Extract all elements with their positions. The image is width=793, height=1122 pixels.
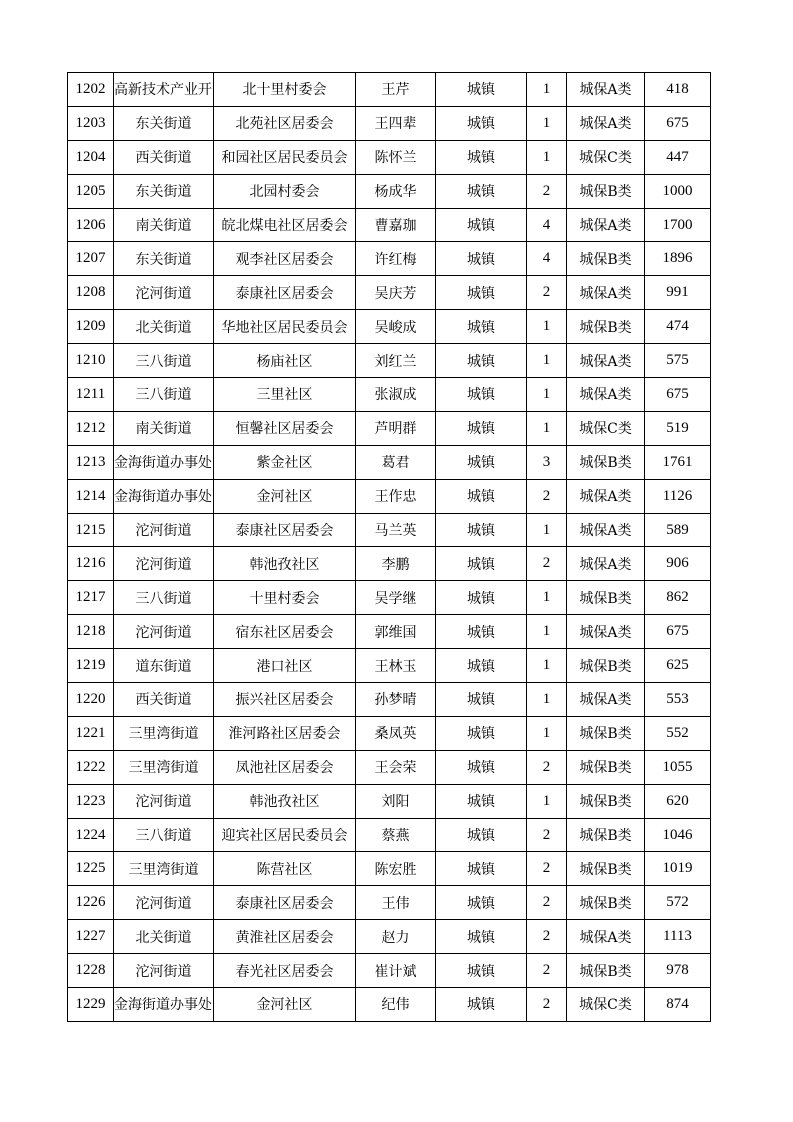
insurance-category-cell: 城保A类 — [567, 106, 645, 140]
community-cell: 金河社区 — [214, 479, 356, 513]
table-row — [68, 920, 711, 954]
amount-cell: 906 — [645, 547, 711, 581]
person-name-cell: 吴庆芳 — [356, 276, 436, 310]
table-row — [68, 716, 711, 750]
table-row — [68, 208, 711, 242]
row-number-cell: 1222 — [68, 750, 114, 784]
amount-cell: 1046 — [645, 818, 711, 852]
household-type-cell: 城镇 — [436, 310, 527, 344]
amount-cell: 978 — [645, 954, 711, 988]
street-cell: 高新技术产业开 — [114, 73, 214, 107]
row-number-cell: 1227 — [68, 920, 114, 954]
person-name-cell: 崔计斌 — [356, 954, 436, 988]
street-cell: 金海街道办事处 — [114, 988, 214, 1022]
community-cell: 迎宾社区居民委员会 — [214, 818, 356, 852]
community-cell: 杨庙社区 — [214, 344, 356, 378]
person-name-cell: 王芹 — [356, 73, 436, 107]
household-count-cell: 1 — [527, 140, 567, 174]
person-name-cell: 李鹏 — [356, 547, 436, 581]
table-row — [68, 140, 711, 174]
community-cell: 陈营社区 — [214, 852, 356, 886]
community-cell: 十里村委会 — [214, 581, 356, 615]
household-count-cell: 1 — [527, 581, 567, 615]
table-row — [68, 174, 711, 208]
person-name-cell: 芦明群 — [356, 411, 436, 445]
street-cell: 南关街道 — [114, 411, 214, 445]
row-number-cell: 1226 — [68, 886, 114, 920]
amount-cell: 474 — [645, 310, 711, 344]
street-cell: 沱河街道 — [114, 276, 214, 310]
row-number-cell: 1218 — [68, 615, 114, 649]
household-type-cell: 城镇 — [436, 411, 527, 445]
household-count-cell: 1 — [527, 106, 567, 140]
person-name-cell: 刘红兰 — [356, 344, 436, 378]
insurance-category-cell: 城保A类 — [567, 276, 645, 310]
household-count-cell: 2 — [527, 818, 567, 852]
community-cell: 振兴社区居委会 — [214, 683, 356, 717]
amount-cell: 447 — [645, 140, 711, 174]
street-cell: 北关街道 — [114, 310, 214, 344]
amount-cell: 991 — [645, 276, 711, 310]
household-count-cell: 4 — [527, 208, 567, 242]
insurance-category-cell: 城保A类 — [567, 73, 645, 107]
community-cell: 黄淮社区居委会 — [214, 920, 356, 954]
row-number-cell: 1202 — [68, 73, 114, 107]
household-count-cell: 2 — [527, 920, 567, 954]
community-cell: 华地社区居民委员会 — [214, 310, 356, 344]
row-number-cell: 1219 — [68, 649, 114, 683]
community-cell: 北园村委会 — [214, 174, 356, 208]
community-cell: 北十里村委会 — [214, 73, 356, 107]
person-name-cell: 王伟 — [356, 886, 436, 920]
community-cell: 和园社区居民委员会 — [214, 140, 356, 174]
insurance-category-cell: 城保A类 — [567, 547, 645, 581]
household-count-cell: 2 — [527, 479, 567, 513]
household-type-cell: 城镇 — [436, 513, 527, 547]
table-row — [68, 479, 711, 513]
person-name-cell: 陈怀兰 — [356, 140, 436, 174]
insurance-category-cell: 城保A类 — [567, 208, 645, 242]
household-count-cell: 3 — [527, 445, 567, 479]
household-type-cell: 城镇 — [436, 750, 527, 784]
street-cell: 三里湾街道 — [114, 716, 214, 750]
household-count-cell: 1 — [527, 378, 567, 412]
person-name-cell: 蔡燕 — [356, 818, 436, 852]
household-count-cell: 2 — [527, 547, 567, 581]
amount-cell: 589 — [645, 513, 711, 547]
household-count-cell: 1 — [527, 310, 567, 344]
amount-cell: 1126 — [645, 479, 711, 513]
household-type-cell: 城镇 — [436, 174, 527, 208]
insurance-category-cell: 城保C类 — [567, 140, 645, 174]
insurance-category-cell: 城保B类 — [567, 310, 645, 344]
insurance-category-cell: 城保B类 — [567, 716, 645, 750]
amount-cell: 1700 — [645, 208, 711, 242]
amount-cell: 675 — [645, 106, 711, 140]
row-number-cell: 1211 — [68, 378, 114, 412]
row-number-cell: 1225 — [68, 852, 114, 886]
insurance-category-cell: 城保A类 — [567, 683, 645, 717]
person-name-cell: 赵力 — [356, 920, 436, 954]
street-cell: 沱河街道 — [114, 547, 214, 581]
insurance-category-cell: 城保B类 — [567, 954, 645, 988]
household-count-cell: 2 — [527, 886, 567, 920]
insurance-category-cell: 城保A类 — [567, 344, 645, 378]
household-count-cell: 1 — [527, 411, 567, 445]
insurance-category-cell: 城保C类 — [567, 988, 645, 1022]
insurance-category-cell: 城保B类 — [567, 750, 645, 784]
row-number-cell: 1209 — [68, 310, 114, 344]
street-cell: 西关街道 — [114, 140, 214, 174]
household-count-cell: 2 — [527, 750, 567, 784]
insurance-category-cell: 城保B类 — [567, 581, 645, 615]
household-type-cell: 城镇 — [436, 208, 527, 242]
street-cell: 三里湾街道 — [114, 852, 214, 886]
person-name-cell: 葛君 — [356, 445, 436, 479]
table-row — [68, 954, 711, 988]
amount-cell: 1000 — [645, 174, 711, 208]
household-type-cell: 城镇 — [436, 920, 527, 954]
table-row — [68, 818, 711, 852]
person-name-cell: 王作忠 — [356, 479, 436, 513]
household-type-cell: 城镇 — [436, 140, 527, 174]
street-cell: 三八街道 — [114, 344, 214, 378]
row-number-cell: 1203 — [68, 106, 114, 140]
table-row — [68, 988, 711, 1022]
household-count-cell: 2 — [527, 276, 567, 310]
row-number-cell: 1206 — [68, 208, 114, 242]
household-type-cell: 城镇 — [436, 106, 527, 140]
household-count-cell: 1 — [527, 683, 567, 717]
street-cell: 西关街道 — [114, 683, 214, 717]
household-count-cell: 4 — [527, 242, 567, 276]
amount-cell: 625 — [645, 649, 711, 683]
street-cell: 三八街道 — [114, 581, 214, 615]
person-name-cell: 桑凤英 — [356, 716, 436, 750]
table-row — [68, 852, 711, 886]
insurance-category-cell: 城保B类 — [567, 649, 645, 683]
table-row — [68, 411, 711, 445]
community-cell: 北苑社区居委会 — [214, 106, 356, 140]
street-cell: 沱河街道 — [114, 886, 214, 920]
insurance-category-cell: 城保B类 — [567, 818, 645, 852]
row-number-cell: 1216 — [68, 547, 114, 581]
street-cell: 东关街道 — [114, 174, 214, 208]
street-cell: 三八街道 — [114, 378, 214, 412]
household-count-cell: 1 — [527, 784, 567, 818]
row-number-cell: 1220 — [68, 683, 114, 717]
table-row — [68, 649, 711, 683]
street-cell: 沱河街道 — [114, 513, 214, 547]
amount-cell: 575 — [645, 344, 711, 378]
community-cell: 泰康社区居委会 — [214, 886, 356, 920]
community-cell: 泰康社区居委会 — [214, 513, 356, 547]
person-name-cell: 曹嘉珈 — [356, 208, 436, 242]
amount-cell: 1055 — [645, 750, 711, 784]
street-cell: 道东街道 — [114, 649, 214, 683]
household-count-cell: 1 — [527, 513, 567, 547]
community-cell: 凤池社区居委会 — [214, 750, 356, 784]
amount-cell: 572 — [645, 886, 711, 920]
community-cell: 韩池孜社区 — [214, 547, 356, 581]
household-type-cell: 城镇 — [436, 954, 527, 988]
table-row — [68, 886, 711, 920]
amount-cell: 1019 — [645, 852, 711, 886]
community-cell: 三里社区 — [214, 378, 356, 412]
street-cell: 三八街道 — [114, 818, 214, 852]
insurance-category-cell: 城保B类 — [567, 784, 645, 818]
benefit-table — [67, 72, 711, 1022]
household-type-cell: 城镇 — [436, 852, 527, 886]
street-cell: 沱河街道 — [114, 615, 214, 649]
amount-cell: 1761 — [645, 445, 711, 479]
table-row — [68, 378, 711, 412]
community-cell: 淮河路社区居委会 — [214, 716, 356, 750]
person-name-cell: 马兰英 — [356, 513, 436, 547]
street-cell: 金海街道办事处 — [114, 479, 214, 513]
table-row — [68, 513, 711, 547]
insurance-category-cell: 城保A类 — [567, 513, 645, 547]
household-type-cell: 城镇 — [436, 716, 527, 750]
household-type-cell: 城镇 — [436, 547, 527, 581]
row-number-cell: 1215 — [68, 513, 114, 547]
household-type-cell: 城镇 — [436, 276, 527, 310]
insurance-category-cell: 城保A类 — [567, 378, 645, 412]
community-cell: 观李社区居委会 — [214, 242, 356, 276]
row-number-cell: 1204 — [68, 140, 114, 174]
row-number-cell: 1224 — [68, 818, 114, 852]
amount-cell: 552 — [645, 716, 711, 750]
household-type-cell: 城镇 — [436, 615, 527, 649]
household-count-cell: 2 — [527, 988, 567, 1022]
amount-cell: 418 — [645, 73, 711, 107]
household-type-cell: 城镇 — [436, 73, 527, 107]
insurance-category-cell: 城保B类 — [567, 242, 645, 276]
community-cell: 韩池孜社区 — [214, 784, 356, 818]
household-type-cell: 城镇 — [436, 649, 527, 683]
insurance-category-cell: 城保B类 — [567, 852, 645, 886]
household-type-cell: 城镇 — [436, 242, 527, 276]
table-body — [68, 73, 711, 1022]
street-cell: 南关街道 — [114, 208, 214, 242]
community-cell: 紫金社区 — [214, 445, 356, 479]
person-name-cell: 王会荣 — [356, 750, 436, 784]
street-cell: 金海街道办事处 — [114, 445, 214, 479]
household-count-cell: 1 — [527, 73, 567, 107]
table-row — [68, 683, 711, 717]
table-row — [68, 344, 711, 378]
amount-cell: 1896 — [645, 242, 711, 276]
community-cell: 港口社区 — [214, 649, 356, 683]
insurance-category-cell: 城保A类 — [567, 920, 645, 954]
row-number-cell: 1217 — [68, 581, 114, 615]
table-row — [68, 276, 711, 310]
row-number-cell: 1213 — [68, 445, 114, 479]
row-number-cell: 1228 — [68, 954, 114, 988]
community-cell: 恒馨社区居委会 — [214, 411, 356, 445]
community-cell: 金河社区 — [214, 988, 356, 1022]
amount-cell: 553 — [645, 683, 711, 717]
person-name-cell: 纪伟 — [356, 988, 436, 1022]
row-number-cell: 1212 — [68, 411, 114, 445]
street-cell: 东关街道 — [114, 106, 214, 140]
amount-cell: 1113 — [645, 920, 711, 954]
amount-cell: 874 — [645, 988, 711, 1022]
table-row — [68, 106, 711, 140]
insurance-category-cell: 城保A类 — [567, 479, 645, 513]
table-row — [68, 310, 711, 344]
person-name-cell: 许红梅 — [356, 242, 436, 276]
row-number-cell: 1208 — [68, 276, 114, 310]
household-count-cell: 1 — [527, 649, 567, 683]
insurance-category-cell: 城保B类 — [567, 445, 645, 479]
household-type-cell: 城镇 — [436, 818, 527, 852]
table-row — [68, 242, 711, 276]
person-name-cell: 孙梦晴 — [356, 683, 436, 717]
household-count-cell: 2 — [527, 174, 567, 208]
household-type-cell: 城镇 — [436, 581, 527, 615]
row-number-cell: 1229 — [68, 988, 114, 1022]
person-name-cell: 吴峻成 — [356, 310, 436, 344]
household-count-cell: 1 — [527, 344, 567, 378]
household-count-cell: 1 — [527, 615, 567, 649]
street-cell: 沱河街道 — [114, 954, 214, 988]
row-number-cell: 1223 — [68, 784, 114, 818]
amount-cell: 862 — [645, 581, 711, 615]
person-name-cell: 郭维国 — [356, 615, 436, 649]
person-name-cell: 陈宏胜 — [356, 852, 436, 886]
community-cell: 春光社区居委会 — [214, 954, 356, 988]
community-cell: 皖北煤电社区居委会 — [214, 208, 356, 242]
person-name-cell: 刘阳 — [356, 784, 436, 818]
household-type-cell: 城镇 — [436, 378, 527, 412]
amount-cell: 675 — [645, 615, 711, 649]
household-count-cell: 1 — [527, 716, 567, 750]
insurance-category-cell: 城保B类 — [567, 886, 645, 920]
household-type-cell: 城镇 — [436, 988, 527, 1022]
table-row — [68, 445, 711, 479]
table-row — [68, 750, 711, 784]
street-cell: 东关街道 — [114, 242, 214, 276]
household-type-cell: 城镇 — [436, 344, 527, 378]
person-name-cell: 吴学继 — [356, 581, 436, 615]
row-number-cell: 1221 — [68, 716, 114, 750]
community-cell: 泰康社区居委会 — [214, 276, 356, 310]
household-type-cell: 城镇 — [436, 445, 527, 479]
household-type-cell: 城镇 — [436, 479, 527, 513]
table-row — [68, 581, 711, 615]
household-type-cell: 城镇 — [436, 784, 527, 818]
row-number-cell: 1205 — [68, 174, 114, 208]
row-number-cell: 1207 — [68, 242, 114, 276]
person-name-cell: 张淑成 — [356, 378, 436, 412]
person-name-cell: 王林玉 — [356, 649, 436, 683]
table-row — [68, 547, 711, 581]
amount-cell: 675 — [645, 378, 711, 412]
amount-cell: 620 — [645, 784, 711, 818]
person-name-cell: 杨成华 — [356, 174, 436, 208]
household-type-cell: 城镇 — [436, 886, 527, 920]
row-number-cell: 1210 — [68, 344, 114, 378]
street-cell: 三里湾街道 — [114, 750, 214, 784]
household-count-cell: 2 — [527, 954, 567, 988]
row-number-cell: 1214 — [68, 479, 114, 513]
insurance-category-cell: 城保C类 — [567, 411, 645, 445]
table-row — [68, 615, 711, 649]
street-cell: 沱河街道 — [114, 784, 214, 818]
household-count-cell: 2 — [527, 852, 567, 886]
insurance-category-cell: 城保B类 — [567, 174, 645, 208]
street-cell: 北关街道 — [114, 920, 214, 954]
amount-cell: 519 — [645, 411, 711, 445]
insurance-category-cell: 城保A类 — [567, 615, 645, 649]
community-cell: 宿东社区居委会 — [214, 615, 356, 649]
household-type-cell: 城镇 — [436, 683, 527, 717]
table-row — [68, 784, 711, 818]
table-row — [68, 73, 711, 107]
person-name-cell: 王四辈 — [356, 106, 436, 140]
